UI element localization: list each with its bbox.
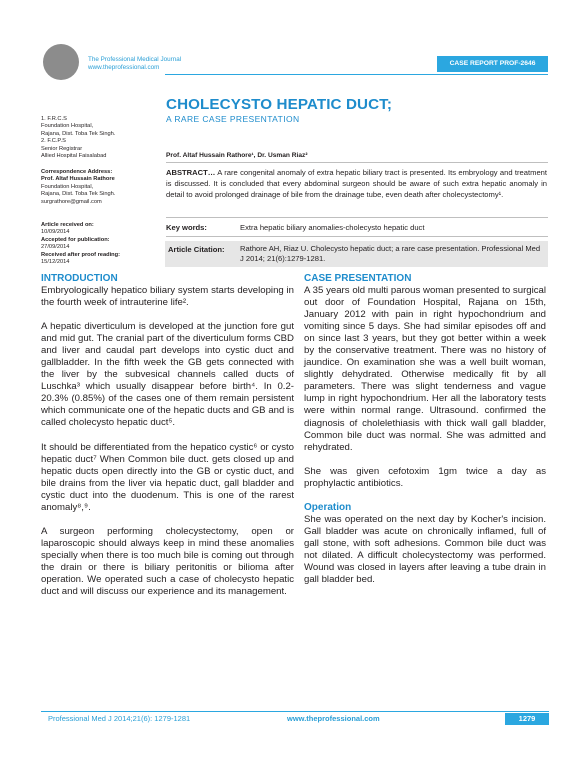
case-report-badge: CASE REPORT PROF-2646 <box>437 56 548 72</box>
page-number: 1279 <box>505 713 549 725</box>
proof-date: 15/12/2014 <box>41 259 70 266</box>
journal-logo <box>43 44 79 80</box>
footer-url[interactable]: www.theprofessional.com <box>287 714 380 723</box>
paragraph: It should be differentiated from the hepatico cystic⁶ or cysto hepatic duct⁷ When Common bile duct. gets closed up and hepatic ducts open directly into the GB or cystic duct, and bile drains from the liver via hepatic duct, gall bladder and cystic duct into the duodenum. This is one of the rarest anomaly⁸,⁹. <box>41 441 294 513</box>
article-subtitle: A RARE CASE PRESENTATION <box>166 114 300 124</box>
correspondence-line: Foundation Hospital, <box>41 183 94 190</box>
journal-name: The Professional Medical Journal <box>88 56 182 63</box>
correspondence <box>41 169 159 206</box>
received-date: 10/09/2014 <box>41 229 70 236</box>
introduction-heading: INTRODUCTION <box>41 273 118 284</box>
article-title: CHOLECYSTO HEPATIC DUCT; <box>166 96 392 113</box>
proof-label: Received after proof reading: <box>41 251 121 258</box>
paragraph: Embryologically hepatico biliary system starts developing in the fourth week of intrauterine life². <box>41 285 294 309</box>
paragraph: A surgeon performing cholecystectomy, open or laparoscopic should always keep in mind these anomalies specially when there is too much bile is coming out through the drain or there is biliary peritonitis or bilioma after operation. We operated such a case of cholecysto hepatic duct and will discuss our experience and its management. <box>41 525 294 598</box>
divider <box>166 162 548 163</box>
divider <box>166 217 548 218</box>
case-presentation-body <box>304 285 546 586</box>
paragraph: A hepatic diverticulum is developed at the junction fore gut and mid gut. The cranial part of the diverticulum forms CBD and liver and caudal part develops into cystic duct and gallbladder. In the fifth week the GB gets connected with the liver by the subvesical channels called ducts of Luschka³ which usually disappear before birth⁴. In 0.2-20.3% (0.85%) of the cases one of them remain persistent which communicate one of the hepatic ducts and GB and is called cholecysto hepatic duct⁵. <box>41 321 294 429</box>
correspondence-name: Prof. Altaf Hussain Rathore <box>41 176 115 183</box>
citation-text: Rathore AH, Riaz U. Cholecysto hepatic duct; a rare case presentation. Professional Med J 2014; 21(6):1279-1281. <box>240 244 541 263</box>
operation-heading: Operation <box>304 501 352 513</box>
affiliation-line: Senior Registrar <box>41 145 83 152</box>
affiliation-line: Foundation Hospital, <box>41 123 94 130</box>
footer-rule <box>41 711 549 712</box>
paragraph: A 35 years old multi parous woman presented to surgical out door of Foundation Hospital, Rajana on 15th, January 2012 with pain in right hypochondrium and vomiting since 5 days. She had similar episodes off and on since last 3 years, but they got better within a week by the conservative treatment. There was no history of jaundice. On examination she was a well built woman, slightly dehydrated. Otherwise medically fit by all parameters. There was slight tenderness and vague lump in right hypochondrium. Her all the laboratory tests were within normal range. Ultrasound. confirmed the diagnosis of cholelethiasis with thick wall gall bladder, Common bile duct was normal. She was admitted and rehydrated. <box>304 285 546 453</box>
paragraph: She was operated on the next day by Kocher's incision. Gall bladder was acute on chronically inflamed, full of gall stone, with soft adhesions. Common bile duct was not dilated. A difficult cholecystectomy was performed. Wound was closed in layers after leaving a tube drain in gall bladder bed. <box>304 513 546 585</box>
affiliation-line: Allied Hospital Faisalabad <box>41 153 107 160</box>
correspondence-line: Rajana, Dist. Toba Tek Singh. <box>41 191 116 198</box>
introduction-body <box>41 285 294 598</box>
affiliations <box>41 116 159 160</box>
accepted-label: Accepted for publication: <box>41 236 110 243</box>
paragraph: She was given cefotoxim 1gm twice a day as prophylactic antibiotics. <box>304 465 546 489</box>
keywords-text: Extra hepatic biliary anomalies-cholecysto hepatic duct <box>240 223 425 232</box>
affiliation-line: 2. F.C.P.S <box>41 138 66 145</box>
footer-citation: Professional Med J 2014;21(6): 1279-1281 <box>48 714 191 723</box>
keywords-label: Key words: <box>166 223 207 232</box>
article-dates <box>41 222 159 266</box>
divider <box>166 236 548 237</box>
received-label: Article received on: <box>41 222 94 228</box>
affiliation-line: Rajana, Dist. Toba Tek Singh. <box>41 130 116 137</box>
accepted-date: 27/09/2014 <box>41 244 70 251</box>
journal-url[interactable]: www.theprofessional.com <box>88 64 160 71</box>
correspondence-email[interactable]: surgrathore@gmail.com <box>41 198 102 205</box>
abstract-text: A rare congenital anomaly of extra hepatic biliary tract is presented. Its embryology and treatment is discussed. It is concluded that every abdominal surgeon should be aware of such extra hepatic anomaly in detail to avoid prolonged drainage of bile from the drainage tube, even death after cholecystectomy¹. <box>166 168 547 199</box>
abstract <box>166 168 547 201</box>
abstract-label: ABSTRACT… <box>166 168 216 177</box>
authors: Prof. Altaf Hussain Rathore¹, Dr. Usman Riaz² <box>166 152 308 159</box>
correspondence-label: Correspondence Address: <box>41 169 113 175</box>
case-presentation-heading: CASE PRESENTATION <box>304 273 412 284</box>
header-rule <box>165 74 548 75</box>
citation-label: Article Citation: <box>168 245 225 254</box>
affiliation-line: 1. F.R.C.S <box>41 116 67 122</box>
